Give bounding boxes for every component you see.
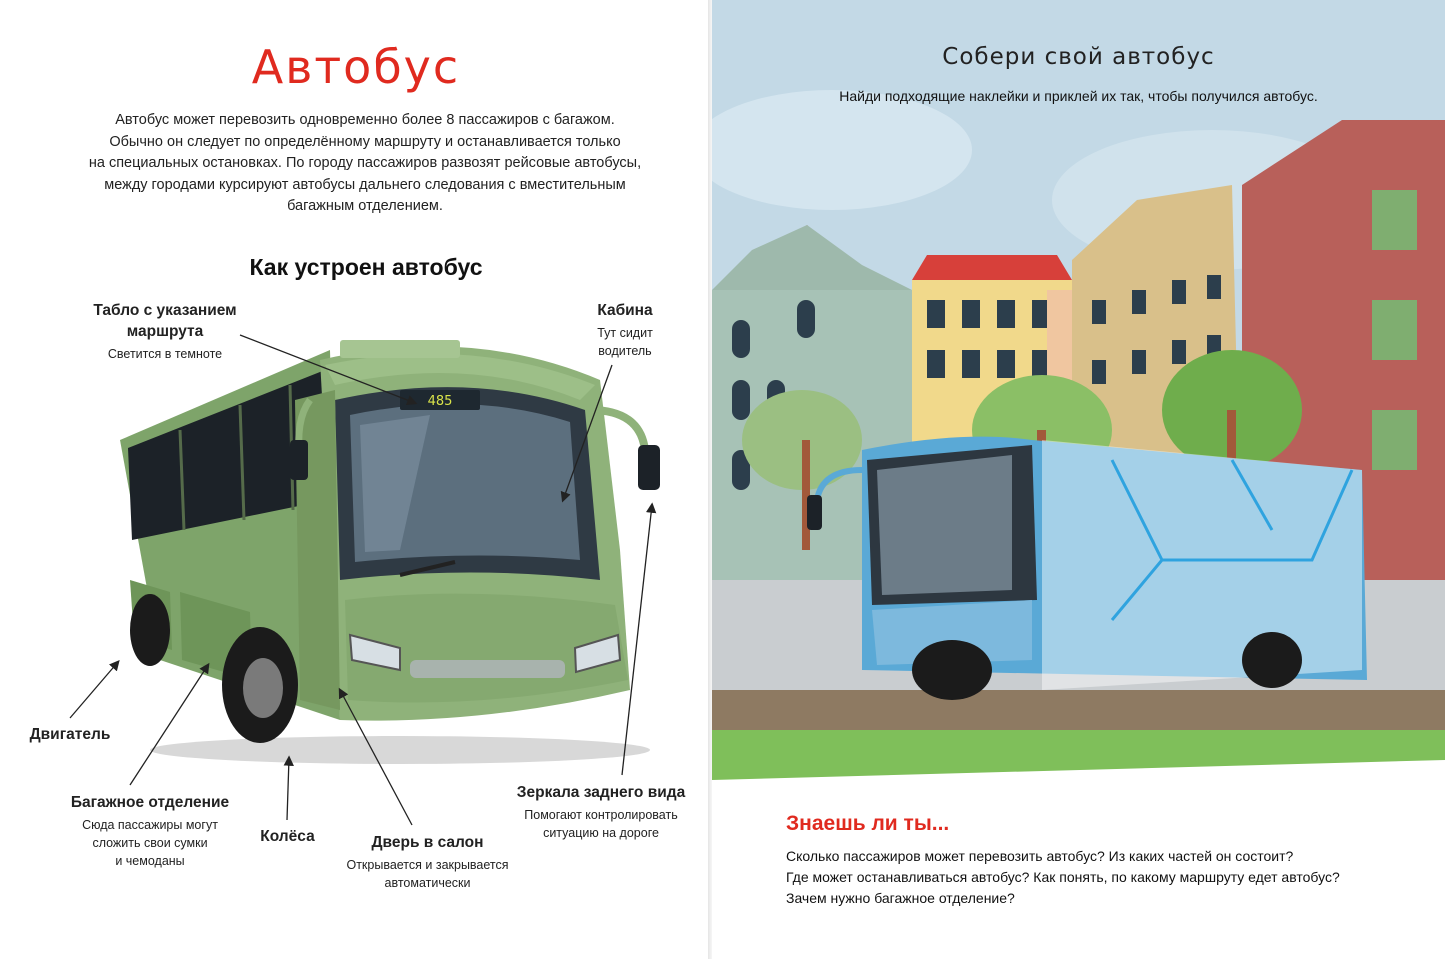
did-you-know-title: Знаешь ли ты...: [786, 812, 950, 835]
green-bus-illustration: [100, 330, 670, 780]
intro-line: между городами курсируют автобусы дальнего следования с вместительным: [104, 176, 626, 193]
callout-desc: Светится в темноте: [107, 347, 223, 361]
activity-title: Собери свой автобус: [942, 44, 1215, 70]
right-page: [712, 0, 1445, 959]
callout-label: маршрута: [126, 323, 204, 340]
callout-label: Зеркала заднего вида: [516, 784, 686, 801]
callout-wheels: [245, 826, 330, 847]
callout-label: Кабина: [597, 302, 653, 319]
callout-desc: Открывается и закрывается: [346, 858, 509, 872]
callout-route-sign: [70, 300, 260, 363]
callout-label: Дверь в салон: [371, 834, 484, 851]
question-line: Зачем нужно багажное отделение?: [786, 890, 1015, 906]
section-title: Как устроен автобус: [249, 254, 483, 280]
question-line: Где может останавливаться автобус? Как понять, по какому маршруту едет автобус?: [786, 869, 1340, 885]
did-you-know-text: [786, 846, 1426, 909]
left-page: [0, 0, 712, 959]
callout-label: Колёса: [260, 828, 315, 845]
callout-desc: Тут сидит: [597, 326, 653, 340]
intro-line: багажным отделением.: [287, 198, 443, 214]
callout-desc: водитель: [598, 344, 652, 358]
callout-desc: автоматически: [384, 876, 471, 890]
route-number: 485: [427, 394, 453, 409]
page-title: Автобус: [251, 40, 461, 94]
callout-desc: и чемоданы: [115, 854, 185, 868]
callout-mirrors: [495, 782, 707, 842]
callout-desc: Сюда пассажиры могут: [82, 818, 218, 832]
callout-engine: [10, 724, 130, 745]
intro-line: Автобус может перевозить одновременно более 8 пассажиров с багажом.: [115, 112, 615, 128]
callout-label: Двигатель: [29, 726, 111, 743]
callout-desc: сложить свои сумки: [92, 836, 208, 850]
callout-cabin: [560, 300, 690, 360]
activity-instruction: Найди подходящие наклейки и приклей их так, чтобы получился автобус.: [839, 88, 1318, 104]
callout-desc: Помогают контролировать: [524, 808, 678, 822]
callout-desc: ситуацию на дороге: [543, 826, 659, 840]
intro-line: Обычно он следует по определённому маршруту и останавливается только: [109, 133, 621, 150]
question-line: Сколько пассажиров может перевозить автобус? Из каких частей он состоит?: [786, 848, 1294, 864]
intro-text: [55, 110, 675, 218]
callout-label: Табло с указанием: [93, 302, 237, 319]
callout-luggage: [45, 792, 255, 870]
intro-line: на специальных остановках. По городу пассажиров развозят рейсовые автобусы,: [88, 155, 642, 171]
city-scene-illustration: [712, 0, 1445, 780]
callout-label: Багажное отделение: [70, 794, 230, 811]
